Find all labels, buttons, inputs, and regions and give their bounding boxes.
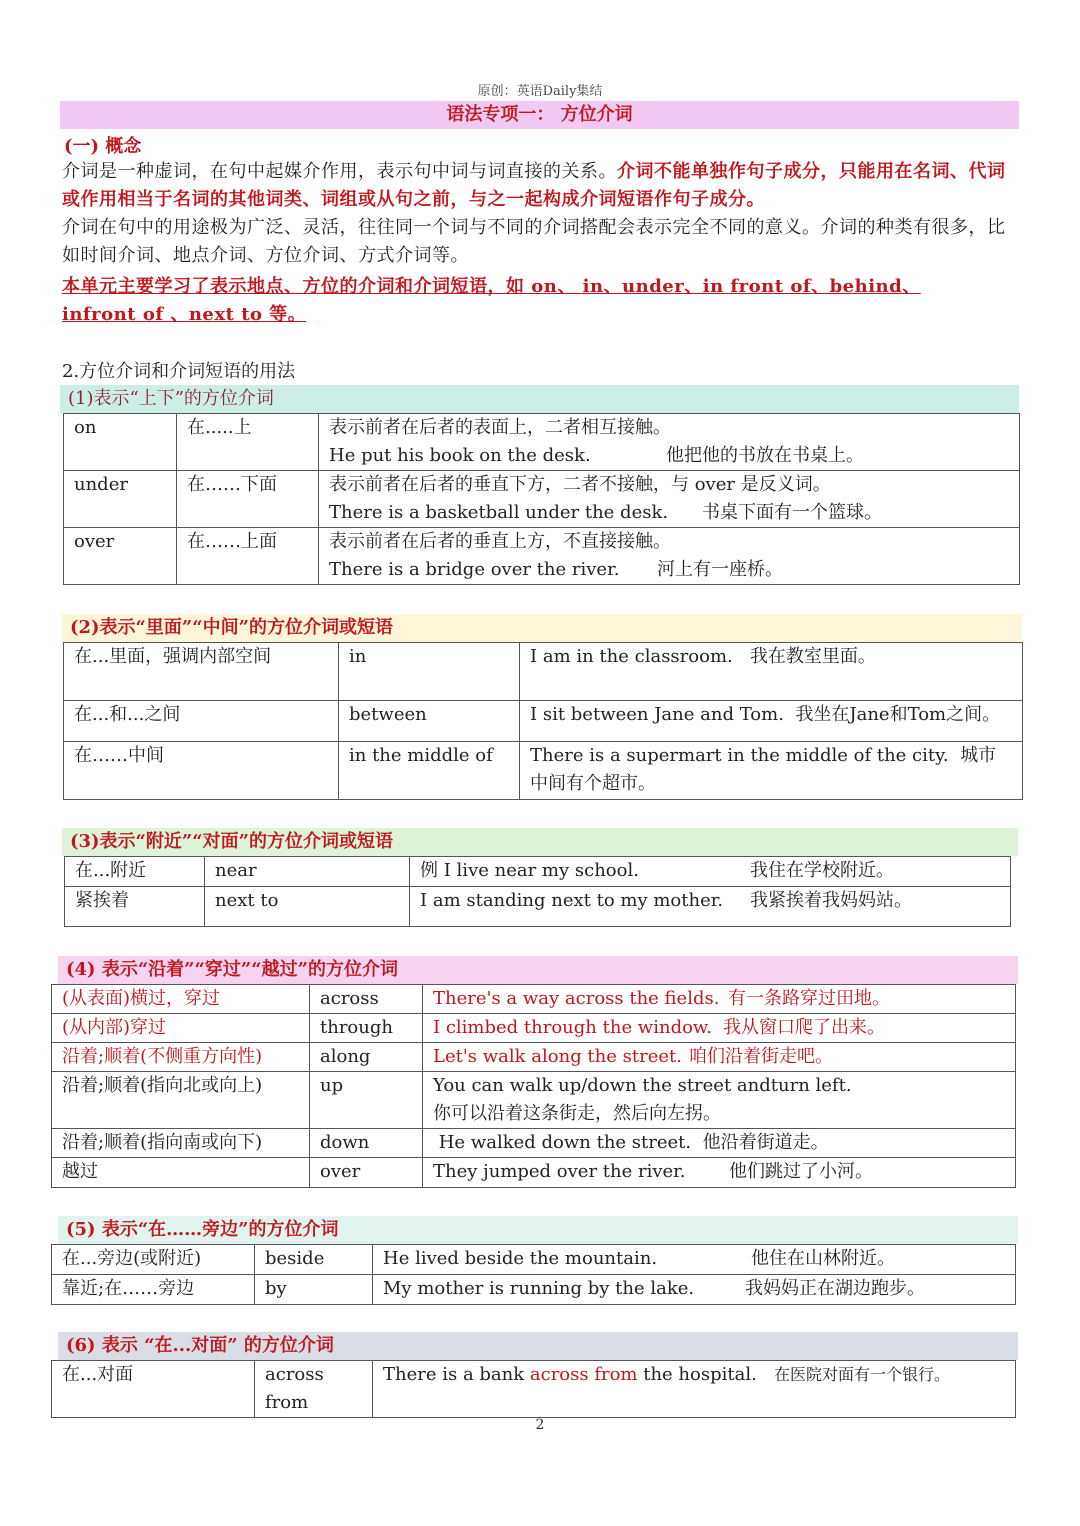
table-inside-between — [63, 642, 1023, 800]
table-row — [65, 857, 1011, 887]
example-en: I sit between Jane and Tom. — [530, 704, 784, 725]
explanation-text: 表示前者在后者的表面上，二者相互接触。 — [329, 417, 671, 438]
example-cell — [520, 643, 1023, 701]
example-cell — [423, 985, 1016, 1014]
meaning-cell: 在……上面 — [177, 528, 319, 585]
example-cn: 河上有一座桥。 — [657, 559, 783, 580]
meaning-cell: 在.....上 — [177, 414, 319, 471]
word-cell: over — [310, 1158, 423, 1188]
table-row — [52, 1245, 1016, 1275]
table-up-down — [63, 413, 1020, 585]
meaning-cell: 在……下面 — [177, 471, 319, 528]
word-cell: beside — [255, 1245, 373, 1275]
meaning-cell: (从内部)穿过 — [52, 1014, 310, 1043]
section-2-heading: (2)表示“里面”“中间”的方位介词或短语 — [62, 614, 1022, 642]
example-cell — [373, 1245, 1016, 1275]
example-en: I climbed through the window. — [433, 1017, 712, 1038]
section-6-heading: (6) 表示 “在...对面” 的方位介词 — [58, 1332, 1018, 1360]
example-cell — [410, 887, 1011, 927]
table-row — [52, 1158, 1016, 1188]
meaning-cell: 沿着;顺着(指向南或向下) — [52, 1129, 310, 1158]
concept-heading: (一) 概念 — [64, 136, 142, 157]
example-line — [329, 556, 1009, 584]
example-cn: 我坐在Jane和Tom之间。 — [795, 704, 1001, 725]
meaning-cell: 沿着;顺着(指向北或向上) — [52, 1072, 310, 1129]
word-cell: down — [310, 1129, 423, 1158]
meaning-cell: 靠近;在……旁边 — [52, 1275, 255, 1305]
meaning-cell: 在...和...之间 — [64, 701, 339, 742]
example-en: He lived beside the mountain. — [383, 1248, 658, 1269]
word-cell: under — [64, 471, 177, 528]
concept-paragraph-1 — [62, 158, 1022, 214]
meaning-cell: (从表面)横过，穿过 — [52, 985, 310, 1014]
word-cell: near — [205, 857, 410, 887]
example-en: He put his book on the desk. — [329, 445, 591, 466]
example-line — [329, 499, 1009, 527]
example-cell — [423, 1014, 1016, 1043]
table-across-from — [51, 1360, 1016, 1418]
explanation-text: 表示前者在后者的垂直上方，不直接接触。 — [329, 531, 671, 552]
example-cn: 在医院对面有一个银行。 — [773, 1365, 950, 1384]
example-cell — [373, 1361, 1016, 1418]
concept-text-emphasis: 介词不能单独作句子成分，只能用在名词、代词或作用相当于名词的其他词类、词组或从句之前，与之一起构成介词短语作句子成分。 — [62, 161, 1006, 210]
meaning-cell: 在...附近 — [65, 857, 205, 887]
explanation-cell — [319, 414, 1020, 471]
word-cell: in the middle of — [339, 742, 520, 800]
example-en: There is a supermart in the middle of the city. — [530, 745, 949, 766]
example-cn: 他把他的书放在书桌上。 — [666, 445, 864, 466]
page-title: 语法专项一： 方位介词 — [60, 101, 1019, 129]
table-row — [52, 1043, 1016, 1072]
example-en: There is a basketball under the desk. — [329, 502, 669, 523]
example-en-start: There is a bank — [383, 1364, 530, 1385]
word-cell: along — [310, 1043, 423, 1072]
example-cn: 我妈妈正在湖边跑步。 — [745, 1278, 925, 1299]
example-cn: 我从窗口爬了出来。 — [723, 1017, 885, 1038]
example-en: Let's walk along the street. — [433, 1046, 682, 1067]
table-row — [64, 742, 1023, 800]
example-cell — [423, 1043, 1016, 1072]
word-cell: in — [339, 643, 520, 701]
example-cell — [423, 1072, 1016, 1129]
example-cell — [520, 701, 1023, 742]
example-cn: 咱们沿着街走吧。 — [689, 1046, 833, 1067]
table-row — [64, 701, 1023, 742]
table-row — [52, 1014, 1016, 1043]
word-cell: across — [310, 985, 423, 1014]
table-beside — [51, 1244, 1016, 1305]
word-cell: up — [310, 1072, 423, 1129]
example-cell — [410, 857, 1011, 887]
example-cn: 城市中间有个超市。 — [530, 745, 997, 794]
table-row — [64, 643, 1023, 701]
table-row — [64, 414, 1020, 471]
example-cell — [423, 1158, 1016, 1188]
meaning-cell: 越过 — [52, 1158, 310, 1188]
example-cn: 你可以沿着这条街走，然后向左拐。 — [433, 1103, 721, 1124]
page-number: 2 — [535, 1417, 545, 1433]
section-3-heading: (3)表示“附近”“对面”的方位介词或短语 — [62, 828, 1018, 856]
example-en: There's a way across the fields. — [433, 988, 720, 1009]
table-row — [64, 471, 1020, 528]
example-en: I am standing next to my mother. — [420, 890, 724, 911]
word-cell: through — [310, 1014, 423, 1043]
example-cn: 我紧挨着我妈妈站。 — [750, 890, 912, 911]
example-en: I am in the classroom. — [530, 646, 733, 667]
concept-paragraph-3 — [62, 273, 967, 329]
example-en: There is a bridge over the river. — [329, 559, 620, 580]
meaning-cell: 在……中间 — [64, 742, 339, 800]
example-cn: 有一条路穿过田地。 — [728, 988, 890, 1009]
example-line — [329, 442, 1009, 470]
table-row — [64, 528, 1020, 585]
example-en-highlight: across from — [529, 1364, 638, 1385]
section-1-heading: (1)表示“上下”的方位介词 — [60, 385, 1019, 413]
example-cell — [373, 1275, 1016, 1305]
meaning-cell: 紧挨着 — [65, 887, 205, 927]
table-along-through — [51, 984, 1016, 1188]
section-5-heading: (5) 表示“在……旁边”的方位介词 — [58, 1216, 1018, 1244]
source-line: 原创：英语Daily集结 — [477, 84, 603, 99]
meaning-cell: 在...旁边(或附近) — [52, 1245, 255, 1275]
example-cn: 他沿着街道走。 — [702, 1132, 829, 1153]
word-cell: next to — [205, 887, 410, 927]
example-en: He walked down the street. — [438, 1132, 692, 1153]
example-en: My mother is running by the lake. — [383, 1278, 695, 1299]
example-cn: 他们跳过了小河。 — [729, 1161, 873, 1182]
table-row — [52, 985, 1016, 1014]
example-cell — [423, 1129, 1016, 1158]
usage-heading: 2.方位介词和介词短语的用法 — [62, 361, 296, 382]
unit-summary-text: 本单元主要学习了表示地点、方位的介词和介词短语，如 on、 in、under、in front of、behind、infront of 、next to 等。 — [62, 276, 921, 325]
explanation-cell — [319, 471, 1020, 528]
example-cn: 我在教室里面。 — [749, 646, 876, 667]
example-en: They jumped over the river. — [433, 1161, 686, 1182]
example-cn: 我住在学校附近。 — [750, 860, 894, 881]
table-row — [52, 1275, 1016, 1305]
word-cell: on — [64, 414, 177, 471]
example-cn: 书桌下面有一个篮球。 — [702, 502, 882, 523]
table-row — [65, 887, 1011, 927]
example-en: You can walk up/down the street andturn left. — [433, 1075, 852, 1096]
meaning-cell: 在...里面，强调内部空间 — [64, 643, 339, 701]
word-cell: by — [255, 1275, 373, 1305]
concept-paragraph-2: 介词在句中的用途极为广泛、灵活，往往同一个词与不同的介词搭配会表示完全不同的意义。介词的种类有很多，比如时间介词、地点介词、方位介词、方式介词等。 — [62, 217, 1006, 266]
table-row — [52, 1361, 1016, 1418]
word-cell: between — [339, 701, 520, 742]
meaning-cell: 沿着;顺着(不侧重方向性) — [52, 1043, 310, 1072]
explanation-text: 表示前者在后者的垂直下方，二者不接触，与 over 是反义词。 — [329, 474, 831, 495]
word-cell: over — [64, 528, 177, 585]
meaning-cell: 在...对面 — [52, 1361, 255, 1418]
table-row — [52, 1129, 1016, 1158]
example-en-end: the hospital. — [637, 1364, 757, 1385]
section-4-heading: (4) 表示“沿着”“穿过”“越过”的方位介词 — [58, 956, 1018, 984]
example-en: 例 I live near my school. — [420, 860, 639, 881]
concept-text-plain: 介词是一种虚词，在句中起媒介作用，表示句中词与词直接的关系。 — [62, 161, 617, 182]
word-cell: across from — [255, 1361, 373, 1418]
table-row — [52, 1072, 1016, 1129]
table-near-opposite — [64, 856, 1011, 927]
explanation-cell — [319, 528, 1020, 585]
example-cn: 他住在山林附近。 — [751, 1248, 895, 1269]
example-cell — [520, 742, 1023, 800]
